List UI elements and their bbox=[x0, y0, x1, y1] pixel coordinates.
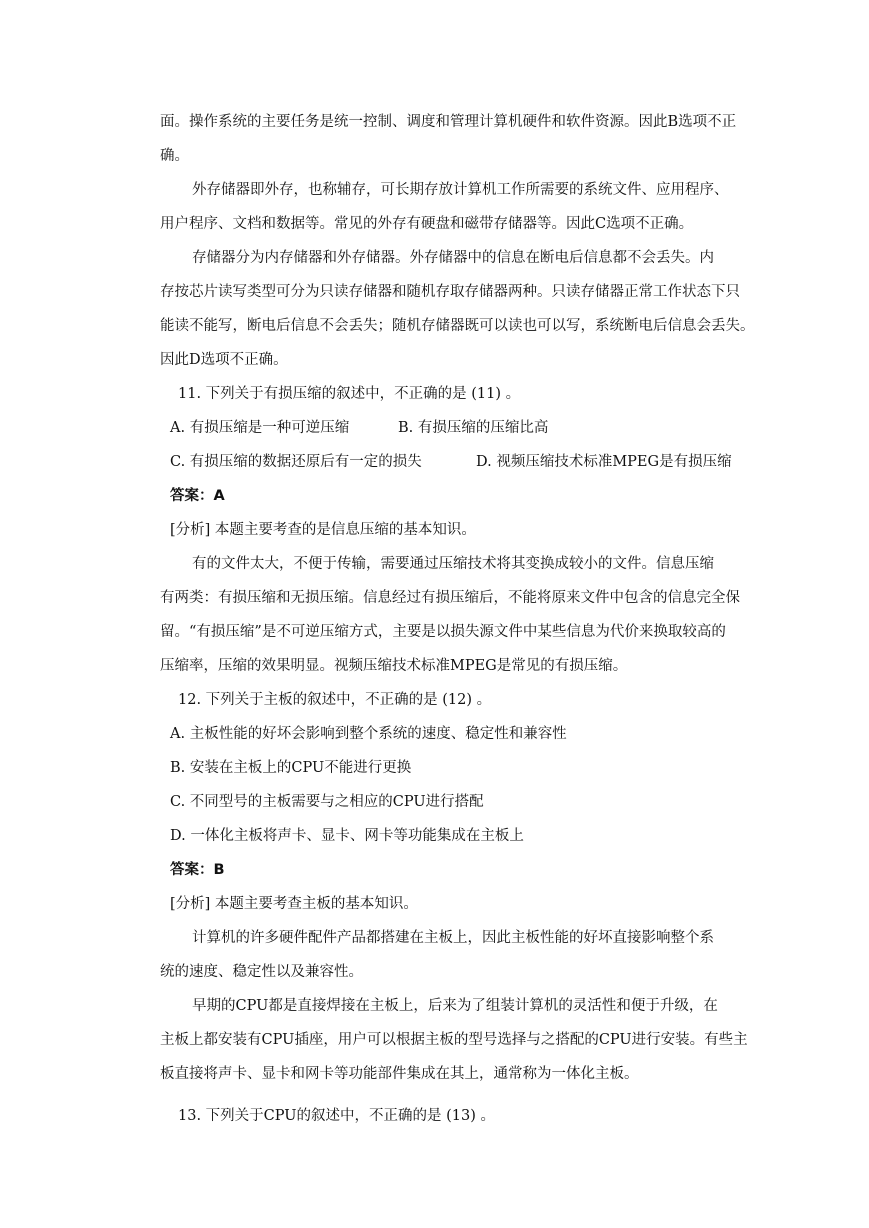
q11-options-row-1 bbox=[170, 418, 760, 440]
paragraph-line: 计算机的许多硬件配件产品都搭建在主板上，因此主板性能的好坏直接影响整个系 bbox=[192, 930, 714, 946]
question-12: 12. 下列关于主板的叙述中，不正确的是 (12) 。 bbox=[178, 692, 492, 708]
paragraph-line: 确。 bbox=[160, 148, 189, 164]
paragraph-line: 压缩率，压缩的效果明显。视频压缩技术标准MPEG是常见的有损压缩。 bbox=[160, 658, 628, 674]
question-11: 11. 下列关于有损压缩的叙述中，不正确的是 (11) 。 bbox=[178, 386, 521, 402]
q12-option-a: A. 主板性能的好坏会影响到整个系统的速度、稳定性和兼容性 bbox=[170, 726, 567, 742]
q11-option-c: C. 有损压缩的数据还原后有一定的损失 bbox=[170, 454, 422, 470]
q11-analysis-heading: [分析] 本题主要考查的是信息压缩的基本知识。 bbox=[170, 522, 476, 538]
q11-answer: 答案：A bbox=[170, 488, 225, 504]
paragraph-line: 存按芯片读写类型可分为只读存储器和随机存取存储器两种。只读存储器正常工作状态下只 bbox=[160, 284, 740, 300]
paragraph-line: 存储器分为内存储器和外存储器。外存储器中的信息在断电后信息都不会丢失。内 bbox=[192, 250, 714, 266]
paragraph-line: 有两类：有损压缩和无损压缩。信息经过有损压缩后，不能将原来文件中包含的信息完全保 bbox=[160, 590, 740, 606]
q12-option-c: C. 不同型号的主板需要与之相应的CPU进行搭配 bbox=[170, 794, 484, 810]
paragraph-line: 外存储器即外存，也称辅存，可长期存放计算机工作所需要的系统文件、应用程序、 bbox=[192, 182, 729, 198]
paragraph-line: 面。操作系统的主要任务是统一控制、调度和管理计算机硬件和软件资源。因此B选项不正 bbox=[160, 114, 737, 130]
paragraph-line: 有的文件太大，不便于传输，需要通过压缩技术将其变换成较小的文件。信息压缩 bbox=[192, 556, 714, 572]
q11-option-d: D. 视频压缩技术标准MPEG是有损压缩 bbox=[476, 454, 732, 470]
paragraph-line: 用户程序、文档和数据等。常见的外存有硬盘和磁带存储器等。因此C选项不正确。 bbox=[160, 216, 694, 232]
q12-analysis-heading: [分析] 本题主要考查主板的基本知识。 bbox=[170, 896, 418, 912]
question-13: 13. 下列关于CPU的叙述中，不正确的是 (13) 。 bbox=[178, 1108, 495, 1124]
paragraph-line: 统的速度、稳定性以及兼容性。 bbox=[160, 964, 363, 980]
paragraph-line: 留。“有损压缩”是不可逆压缩方式，主要是以损失源文件中某些信息为代价来换取较高的 bbox=[160, 624, 726, 640]
paragraph-line: 板直接将声卡、显卡和网卡等功能部件集成在其上，通常称为一体化主板。 bbox=[160, 1066, 639, 1082]
paragraph-line: 早期的CPU都是直接焊接在主板上，后来为了组装计算机的灵活性和便于升级，在 bbox=[192, 998, 718, 1014]
q11-options-row-2 bbox=[170, 452, 760, 474]
q11-option-a: A. 有损压缩是一种可逆压缩 bbox=[170, 420, 350, 436]
paragraph-line: 能读不能写，断电后信息不会丢失；随机存储器既可以读也可以写，系统断电后信息会丢失。 bbox=[160, 318, 755, 334]
q12-option-d: D. 一体化主板将声卡、显卡、网卡等功能集成在主板上 bbox=[170, 828, 524, 844]
q11-option-b: B. 有损压缩的压缩比高 bbox=[398, 420, 549, 436]
paragraph-line: 因此D选项不正确。 bbox=[160, 352, 288, 368]
q12-answer: 答案：B bbox=[170, 862, 225, 878]
q12-option-b: B. 安装在主板上的CPU不能进行更换 bbox=[170, 760, 412, 776]
paragraph-line: 主板上都安装有CPU插座，用户可以根据主板的型号选择与之搭配的CPU进行安装。有些主 bbox=[160, 1032, 748, 1048]
